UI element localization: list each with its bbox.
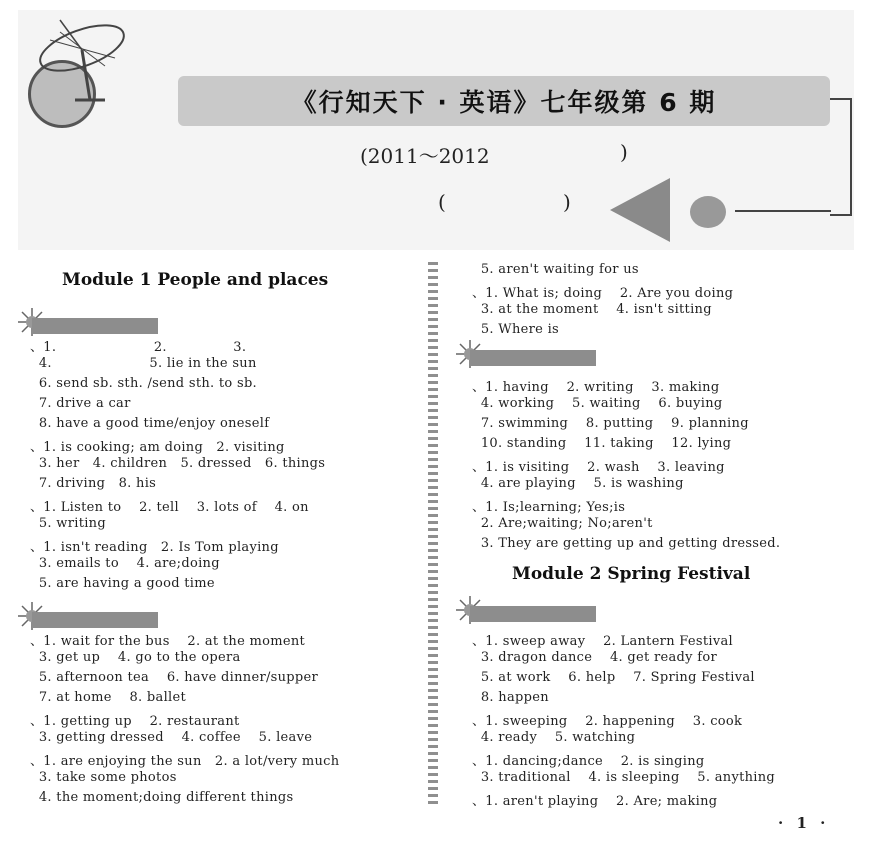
answer-line: 7. drive a car [30,396,131,411]
answer-line: 3. at the moment 4. isn't sitting [472,302,712,317]
answer-line: 5. aren't waiting for us [472,262,639,277]
answer-line: 7. at home 8. ballet [30,690,186,705]
column-divider [428,262,438,808]
answer-line: 、1. Is;learning; Yes;is [472,500,626,515]
section-tag [18,314,156,334]
answer-line: 、1. dancing;dance 2. is singing [472,754,705,769]
answer-line: 7. swimming 8. putting 9. planning [472,416,749,431]
header-bracket [830,98,852,216]
answer-line: 、1. are enjoying the sun 2. a lot/very much [30,754,340,769]
answer-line: 6. send sb. sth. /send sth. to sb. [30,376,257,391]
answer-line: 、1. is cooking; am doing 2. visiting [30,440,285,455]
answer-line: 、1. 2. 3. [30,340,247,355]
answer-line: 、1. sweeping 2. happening 3. cook [472,714,743,729]
answer-line: 、1. aren't playing 2. Are; making [472,794,718,809]
answer-line: 、1. is visiting 2. wash 3. leaving [472,460,725,475]
section-tag [18,608,156,628]
answer-line: 3. getting dressed 4. coffee 5. leave [30,730,313,745]
answer-line: 3. They are getting up and getting dressed. [472,536,781,551]
answer-line: 、1. having 2. writing 3. making [472,380,720,395]
answer-line: 8. happen [472,690,549,705]
satellite-dish-icon [20,10,150,120]
answer-line: 3. get up 4. go to the opera [30,650,241,665]
answer-line: 5. afternoon tea 6. have dinner/supper [30,670,319,685]
header-bracket-bottom [735,210,831,212]
answer-line: 7. driving 8. his [30,476,157,491]
triangle-decoration [610,178,670,242]
answer-line: 4. ready 5. watching [472,730,636,745]
answer-line: 3. take some photos [30,770,177,785]
answer-line: 4. are playing 5. is washing [472,476,684,491]
answer-line: 3. dragon dance 4. get ready for [472,650,718,665]
issue-title-bar [178,76,830,126]
answer-line: 4. the moment;doing different things [30,790,294,805]
school-year: (2011～2012 ) [360,140,628,168]
answer-line: 、1. sweep away 2. Lantern Festival [472,634,734,649]
answer-line: 、1. isn't reading 2. Is Tom playing [30,540,279,555]
section-tag [456,346,594,366]
section-tag [456,602,594,622]
answer-line: 3. emails to 4. are;doing [30,556,220,571]
answer-line: 8. have a good time/enjoy oneself [30,416,270,431]
answer-line: 10. standing 11. taking 12. lying [472,436,732,451]
answer-line: 5. at work 6. help 7. Spring Festival [472,670,755,685]
issue-title: 《行知天下 · 英语》七年级第 6 期 [291,88,717,117]
answer-line: 、1. wait for the bus 2. at the moment [30,634,306,649]
answer-line: 5. are having a good time [30,576,215,591]
page-number: · 1 · [778,814,830,832]
answer-line: 2. Are;waiting; No;aren't [472,516,653,531]
circle-decoration [690,196,726,228]
answer-line: 、1. getting up 2. restaurant [30,714,240,729]
module-title: Module 1 People and places [62,270,329,290]
answer-line: 3. her 4. children 5. dressed 6. things [30,456,326,471]
module-title: Module 2 Spring Festival [512,564,751,584]
blank-parentheses: ( ) [438,190,571,214]
answer-line: 5. writing [30,516,106,531]
answer-line: 、1. What is; doing 2. Are you doing [472,286,734,301]
answer-line: 3. traditional 4. is sleeping 5. anything [472,770,776,785]
answer-line: 4. working 5. waiting 6. buying [472,396,723,411]
answer-line: 、1. Listen to 2. tell 3. lots of 4. on [30,500,309,515]
answer-line: 4. 5. lie in the sun [30,356,257,371]
answer-line: 5. Where is [472,322,559,337]
